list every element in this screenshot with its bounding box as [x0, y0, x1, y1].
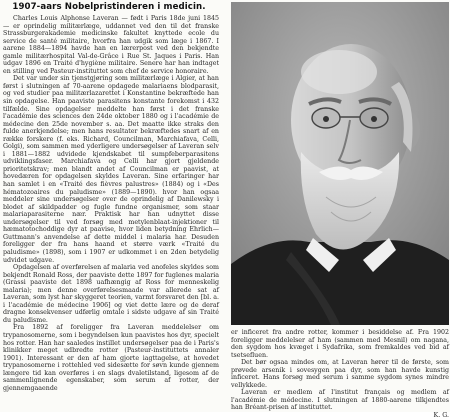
article-title: 1907-aars Nobelpristinderen i medicin.: [12, 2, 206, 12]
paragraph-biography: Charles Louis Alphonse Laveran — født i Paris 18de juni 1845 — er oprindelig militærlæge, uddannet ved den til det franske Strassburgerakademie medicinske fakultet knyttede ecole du service de santé militaire, hvorfra han udgik som læge i 1867. I aarene 1884—1894 havde han en lærerpost ved den bekjendte gamle militærhospital Val-de-Grâce i Rue St. Jaques i Paris. Han udgav 1896 en Traité d'hygiène militaire. Senere har han indtaget en stilling ved Pasteur-instituttet som chef de service honoraire.: [3, 15, 219, 75]
portrait-photo: [231, 2, 449, 325]
paragraph-discovery: Det var under sin tjenstgjøring som militærlæge i Algier, at han først i slutningen af 70-aarene opdagede malariaens blodparasit, og ved studier paa militærlazarettet i Konstantine bekræftede han sin opdagelse. Han paaviste parasitens konstante forekomst i 432 tilfælde. Sine opdagelser meddelte han først i det franske l'académie des sciences den 24de oktober 1880 og i l'académie de médecine den 25de november s. aa. Det maatte ikke straks den fulde anerkjendelse; men hans resultater bekræftedes snart af en række forskere (f. eks. Richard, Councilman, Marchiafava, Celli, Golgi), som sammen med yderligere undersøgelser af Laveran selv i 1881—1882 udvidede kjendskabet til sumpfeberparasitens udviklingsfaser. Marchiafava og Celli har gjort gjeldende prioritetskrav; men blandt andet af Councilman er paavist, at hovedæren for opdagelsen skyldes Laveran. Sine erfaringer har han samlet i en «Traité des fièvres palustres» (1884) og i «Des hématozoaires du paludisme» (1889—1890). hvor han ogsaa meddeler sine undersøgelser over de oprindelig af Danilewsky i blodet af skildpadder og fugle fundne organismer, som staar malariaparasiterne nær. Praktisk har han udnyttet disse undersøgelser til ved forsøg med metylenblaat-injektioner til hæmatotochoddige dyr at paavise, hvor liden betydning Ehrlich—Guttmann's anvendelse af dette middel i malaria har. Desuden foreligger der fra hans haand et større værk «Traité du paludisme» (1898), som i 1907 er udkommet i en 2den betydelig udvidet udgave.: [3, 75, 219, 264]
closing-row: [231, 389, 449, 412]
paragraph-trypanosomes: Fra 1892 af foreligger fra Laveran meddelelser om trypanosomerne, som i begyndelsen kun paavistes hos dyr, specielt hos rotter. Han har saaledes instillet undersøgelser paa de i Paris's klinikker meget udbredte rotter (Pasteur-instituttets annaler 1901). Interessant er den af ham gjorte iagttagelse, at hovedet trypanosomerne i rottehled ved sidesætte for søvn kunde gjennem længere tid kan overføres i en slags dvaletilstand, ligesom af de sammenlignende egenskaber, som serum af rotter, der gjennemgaaende: [3, 324, 219, 392]
left-text-column: [3, 15, 219, 411]
right-text-column: [231, 329, 449, 420]
signature: K. G.: [433, 412, 449, 420]
paragraph-arsenic: Det bør ogsaa mindes om, at Laveran hører til de første, som prøvede arsenik i sovesygen paa dyr, som han havde kunstig inficeret. Hans forsøg med serum i samme sygdom synes mindre vellykkede.: [231, 359, 449, 389]
paragraph-nagana: er inficeret fra andre rotter, kommer i besiddelse af. Fra 1902 foreligger meddelelser af ham (sammen med Mesnil) om nagana, den sygdom hos kvæget i Sydafrika, som fremkaldes ved bid af tsetsefluen.: [231, 329, 449, 359]
paragraph-mosquito: Opdagelsen af overførelsen af malaria ved anofeles skyldes som bekjendt Ronald Ross, der paaviste dette 1897 for fuglenes malaria (Grassi paaviste det 1898 uafhængig af Ross for menneskelig malaria); men denne overførelsesmaade var allerede sat af Laveran, som lyst har skyggeret teorien, varmt forsvaret den [bl. a. i l'académie de médecine 1906] og viet dette lære og de deraf dragne konsekvenser udførlig omtale i sidste udgave af sin Traité du paludisme.: [3, 264, 219, 324]
paragraph-membership: Laveran er medlem af l'institut français og medlem af l'académie de médecine. I slutningen af 1880-aarene tilkjendtes han Bréant-prisen af instituttet.: [231, 389, 449, 412]
